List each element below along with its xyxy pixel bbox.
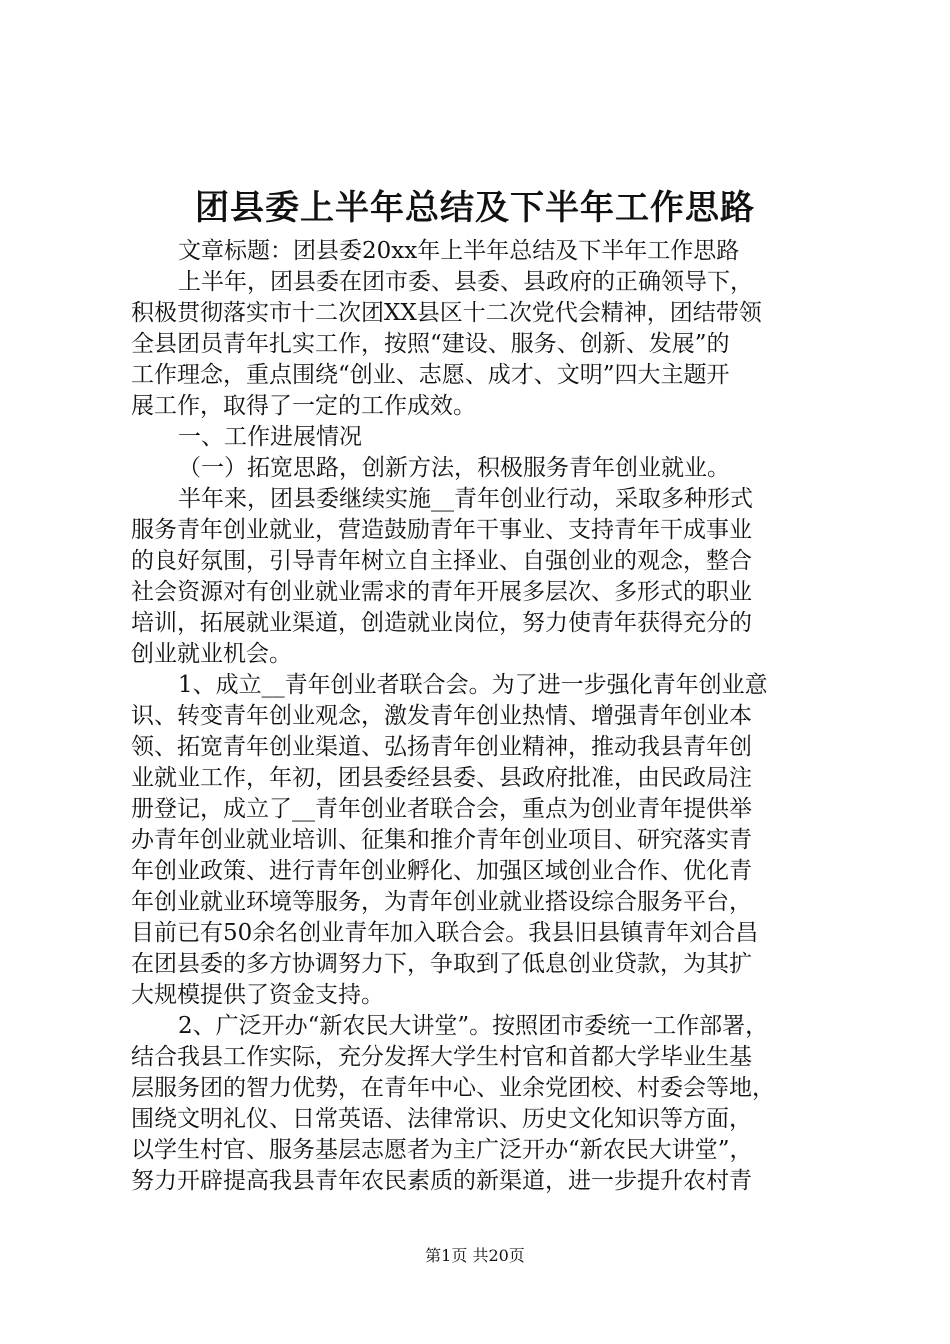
paragraph-line: 创业就业机会。 [131, 641, 292, 667]
subsection-heading: （一）拓宽思路，创新方法，积极服务青年创业就业。 [178, 455, 730, 481]
paragraph-line: 努力开辟提高我县青年农民素质的新渠道，进一步提升农村青 [131, 1168, 752, 1194]
paragraph-line: 培训，拓展就业渠道，创造就业岗位，努力使青年获得充分的 [131, 610, 752, 636]
paragraph-line: 展工作，取得了一定的工作成效。 [131, 393, 476, 419]
paragraph-line: 目前已有50余名创业青年加入联合会。我县旧县镇青年刘合昌 [131, 920, 759, 946]
paragraph-line: 积极贯彻落实市十二次团XX县区十二次党代会精神，团结带领 [131, 300, 762, 326]
paragraph-line: 业就业工作，年初，团县委经县委、县政府批准，由民政局注 [131, 765, 752, 791]
paragraph-line: 册登记，成立了__青年创业者联合会，重点为创业青年提供举 [131, 796, 752, 822]
paragraph-line: 领、拓宽青年创业渠道、弘扬青年创业精神，推动我县青年创 [131, 734, 752, 760]
paragraph-line: 的良好氛围，引导青年树立自主择业、自强创业的观念，整合 [131, 548, 752, 574]
paragraph-line: 围绕文明礼仪、日常英语、法律常识、历史文化知识等方面， [131, 1106, 752, 1132]
paragraph-line: 工作理念，重点围绕“创业、志愿、成才、文明”四大主题开 [131, 362, 730, 388]
page-number-footer: 第1页 共20页 [425, 1246, 525, 1265]
paragraph-line: 识、转变青年创业观念，激发青年创业热情、增强青年创业本 [131, 703, 752, 729]
paragraph-line: 大规模提供了资金支持。 [131, 982, 384, 1008]
section-heading: 一、工作进展情况 [178, 424, 362, 450]
paragraph-line: 上半年，团县委在团市委、县委、县政府的正确领导下， [178, 269, 753, 295]
paragraph-line: 办青年创业就业培训、征集和推介青年创业项目、研究落实青 [131, 827, 752, 853]
paragraph-line: 在团县委的多方协调努力下，争取到了低息创业贷款，为其扩 [131, 951, 752, 977]
document-title: 团县委上半年总结及下半年工作思路 [195, 188, 755, 228]
paragraph-line: 2、广泛开办“新农民大讲堂”。按照团市委统一工作部署， [178, 1013, 769, 1039]
paragraph-line: 1、成立__青年创业者联合会。为了进一步强化青年创业意 [178, 672, 768, 698]
paragraph-line: 社会资源对有创业就业需求的青年开展多层次、多形式的职业 [131, 579, 752, 605]
document-body [131, 236, 831, 1197]
paragraph-line: 全县团员青年扎实工作，按照“建设、服务、创新、发展”的 [131, 331, 730, 357]
paragraph-line: 半年来，团县委继续实施__青年创业行动，采取多种形式 [178, 486, 753, 512]
paragraph-line: 服务青年创业就业，营造鼓励青年干事业、支持青年干成事业 [131, 517, 752, 543]
paragraph-line: 年创业就业环境等服务，为青年创业就业搭设综合服务平台， [131, 889, 752, 915]
paragraph-line: 结合我县工作实际，充分发挥大学生村官和首都大学毕业生基 [131, 1044, 752, 1070]
article-title-line: 文章标题：团县委20xx年上半年总结及下半年工作思路 [178, 238, 740, 264]
paragraph-line: 年创业政策、进行青年创业孵化、加强区域创业合作、优化青 [131, 858, 752, 884]
paragraph-line: 层服务团的智力优势，在青年中心、业余党团校、村委会等地， [131, 1075, 775, 1101]
paragraph-line: 以学生村官、服务基层志愿者为主广泛开办“新农民大讲堂”， [131, 1137, 753, 1163]
